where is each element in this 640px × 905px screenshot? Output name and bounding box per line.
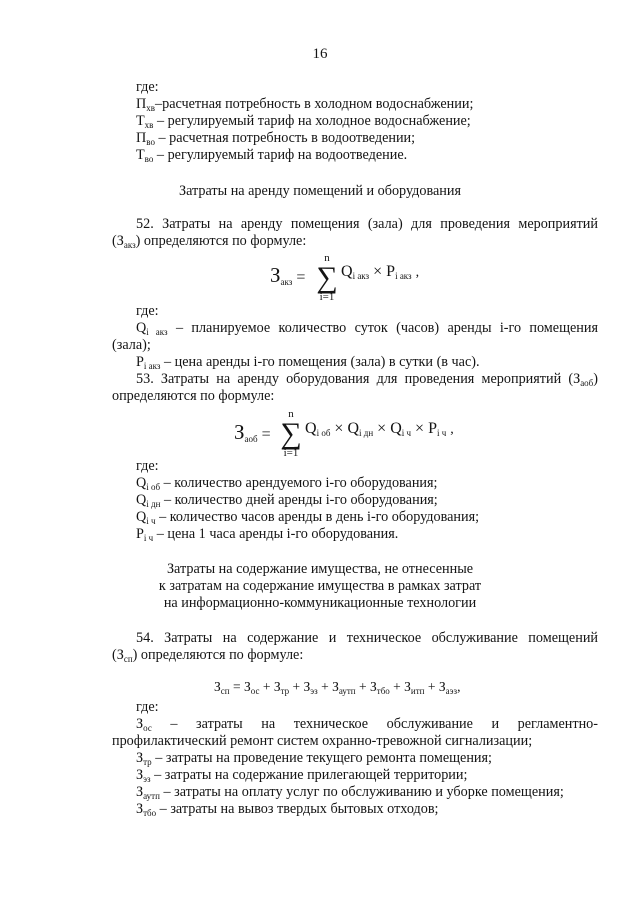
where-label: где: xyxy=(136,79,159,95)
paragraph-line: 52. Затраты на аренду помещения (зала) для проведения мероприятий xyxy=(136,216,598,232)
where-label: где: xyxy=(136,303,159,319)
definition-line: $P_{i акз}$ – цена аренды i-го помещения (зала) в сутки (в час). xyxy=(136,354,480,371)
definition-line: $З_{эз}$ – затраты на содержание прилегающей территории; xyxy=(136,767,468,784)
section-heading: на информационно-коммуникационные технологии xyxy=(163,595,477,611)
definition-line: $Q_{i ч}$ – количество часов аренды в день i-го оборудования; xyxy=(136,509,480,526)
where-label: где: xyxy=(136,699,159,715)
page-number: 16 xyxy=(312,46,328,62)
definition-line: $Q_{i об}$ – количество арендуемого i-го оборудования; xyxy=(136,475,438,492)
definition-line: $Т_{хв}$ – регулируемый тариф на холодное водоснабжение; xyxy=(136,113,471,130)
paragraph-line: $(З_{акз})$ определяются по формуле: xyxy=(112,233,307,250)
paragraph-line: 54. Затраты на содержание и техническое обслуживание помещений xyxy=(136,630,598,646)
definition-line: $З_{тр}$ – затраты на проведение текущего ремонта помещения; xyxy=(136,750,492,767)
formula-maintenance: $З_{сп} = З_{ос} + З_{тр} + З_{эз} + З_{аутп} + З_{тбо} + З_{итп} + З_{аэз}$, xyxy=(214,679,461,696)
where-label: где: xyxy=(136,458,159,474)
section-heading: к затратам на содержание имущества в рамках затрат xyxy=(158,578,482,594)
section-heading: Затраты на аренду помещений и оборудования xyxy=(178,183,461,199)
definition-line: (зала); xyxy=(112,337,151,353)
formula-terms: $Q_{i акз} \times P_{i акз}$ , xyxy=(341,263,420,281)
definition-line: $P_{i ч}$ – цена 1 часа аренды i-го оборудования. xyxy=(136,526,399,543)
paragraph-line: 53. Затраты на аренду оборудования для проведения мероприятий $(З_{аоб})$ xyxy=(136,371,598,388)
paragraph-line: $(З_{сп})$ определяются по формуле: xyxy=(112,647,304,664)
definition-line: $П_{хв}$–расчетная потребность в холодном водоснабжении; xyxy=(136,96,474,113)
definition-line: профилактический ремонт систем охранно-тревожной сигнализации; xyxy=(112,733,533,749)
definition-line: $З_{аутп}$ – затраты на оплату услуг по обслуживанию и уборке помещения; xyxy=(136,784,564,801)
definition-line: $З_{ос}$ – затраты на техническое обслуживание и регламентно- xyxy=(136,716,598,733)
paragraph-line: определяются по формуле: xyxy=(112,388,275,404)
definition-line: $З_{тбо}$ – затраты на вывоз твердых бытовых отходов; xyxy=(136,801,439,818)
formula-rent-equipment: $З_{аоб}$ = xyxy=(234,420,271,444)
definition-line: $П_{во}$ – расчетная потребность в водоотведении; xyxy=(136,130,416,147)
section-heading: Затраты на содержание имущества, не отнесенные xyxy=(166,561,474,577)
sum-sign: n ∑ i=1 xyxy=(316,252,338,303)
definition-line: $Q_{i дн}$ – количество дней аренды i-го оборудования; xyxy=(136,492,438,509)
formula-terms: $Q_{i об} \times Q_{i дн} \times Q_{i ч} \times P_{i ч}$ , xyxy=(305,420,454,438)
definition-line: $Q_{i акз}$ – планируемое количество суток (часов) аренды i-го помещения xyxy=(136,320,599,337)
definition-line: $Т_{во}$ – регулируемый тариф на водоотведение. xyxy=(136,147,408,164)
formula-rent-premises: $З_{акз}$ = xyxy=(270,263,306,287)
sum-sign: n ∑ i=1 xyxy=(280,408,302,459)
